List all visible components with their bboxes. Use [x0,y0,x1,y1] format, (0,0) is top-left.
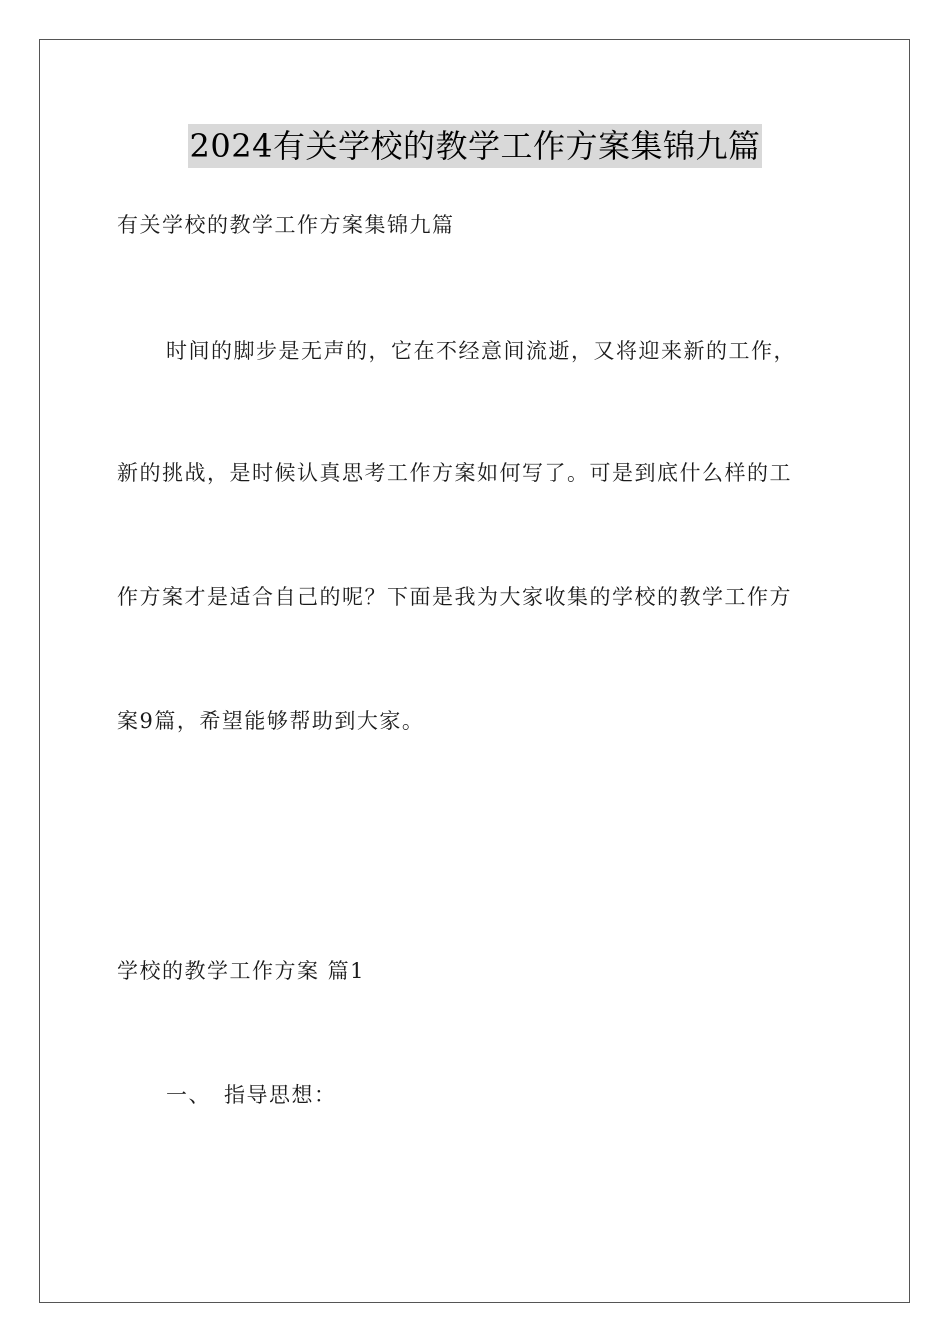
subsection-heading [166,1080,337,1110]
intro-line-4: 案9篇，希望能够帮助到大家。 [117,709,425,733]
subsection-label: 指导思想： [224,1083,337,1107]
title-container [0,124,950,168]
document-title: 2024有关学校的教学工作方案集锦九篇 [188,124,763,168]
document-subtitle: 有关学校的教学工作方案集锦九篇 [117,213,455,237]
intro-line-3: 作方案才是适合自己的呢？下面是我为大家收集的学校的教学工作方 [117,585,792,609]
subsection-number: 一、 [166,1083,211,1107]
intro-line-2: 新的挑战，是时候认真思考工作方案如何写了。可是到底什么样的工 [117,461,792,485]
section-heading: 学校的教学工作方案 篇1 [117,959,366,983]
intro-line-1: 时间的脚步是无声的，它在不经意间流逝，又将迎来新的工作， [166,339,796,363]
